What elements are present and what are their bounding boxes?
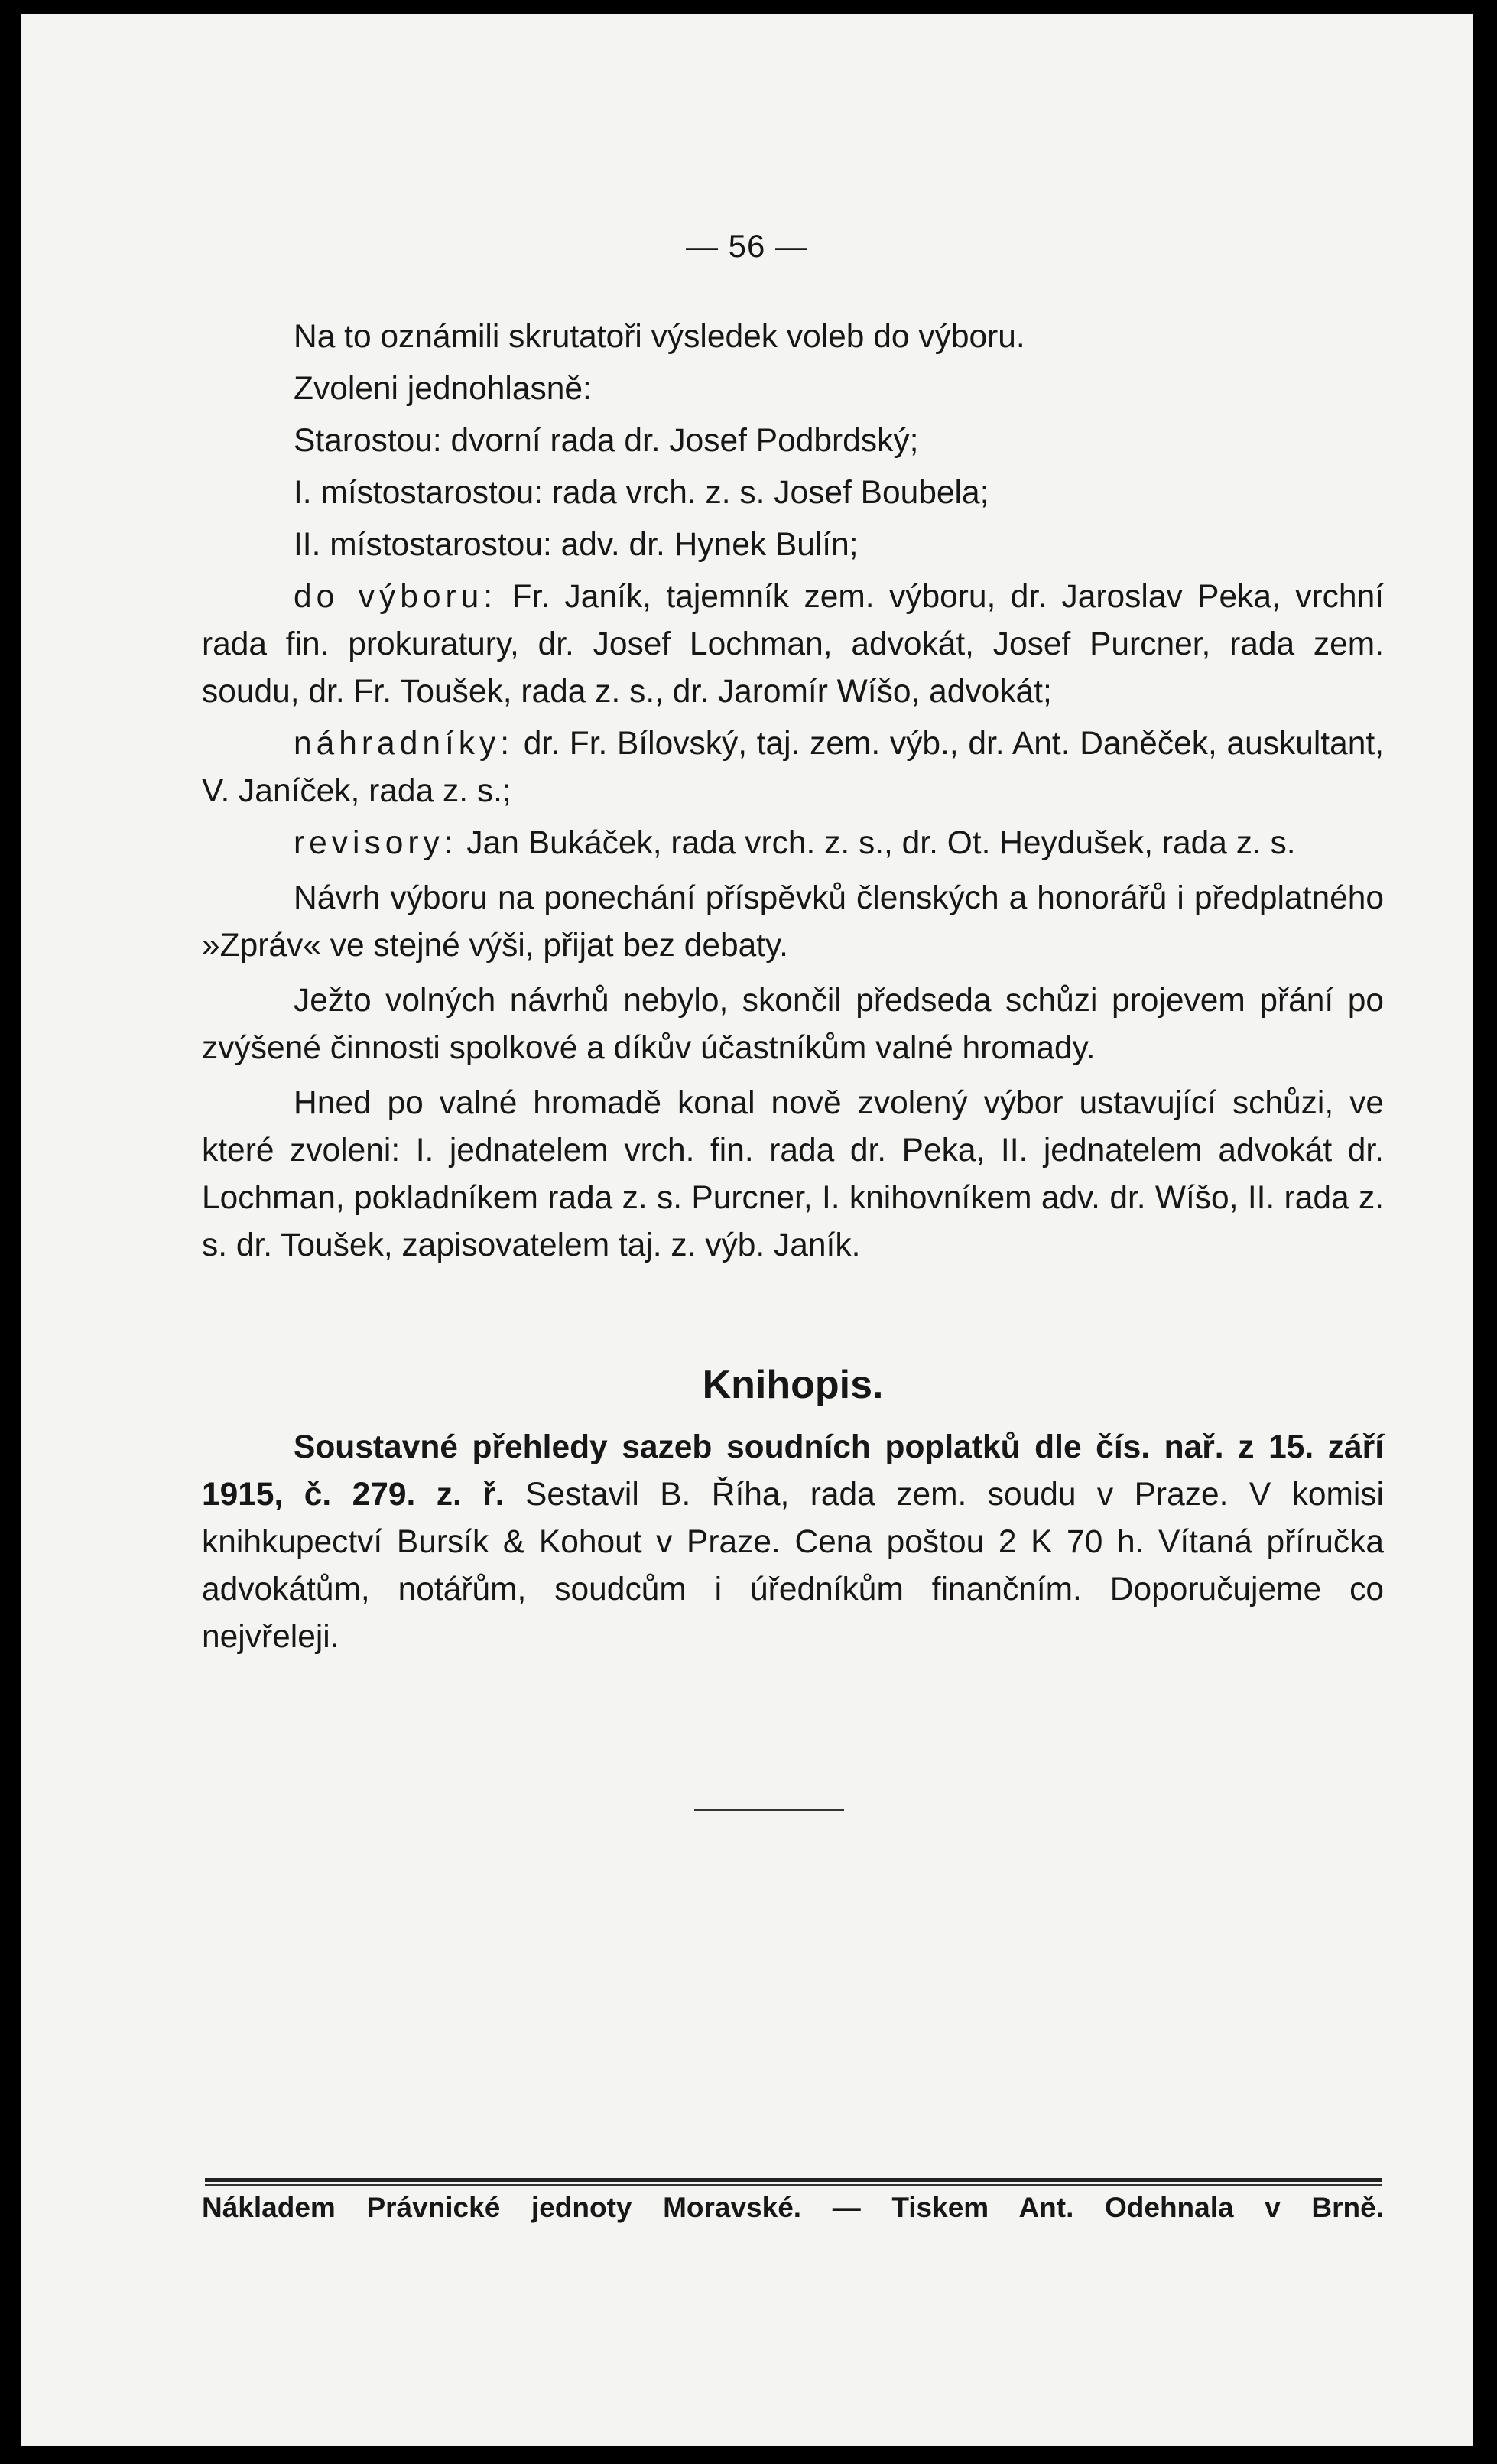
vybor-label: do výboru: [294,579,498,615]
paragraph-vybor [202,574,1384,716]
paragraph-mistostarosta-1: I. místostarostou: rada vrch. z. s. Josef Boubela; [294,475,989,511]
revisori-label: revisory: [294,825,458,861]
paragraph-starosta: Starostou: dvorní rada dr. Josef Podbrdský; [294,423,919,459]
book-review [202,1424,1384,1661]
book-review-text: Sestavil B. Říha, rada zem. soudu v Praze. V komisi knihkupectví Bursík & Kohout v Praze. Cena poštou 2 K 70 h. Vítaná příručka advokátům, notářům, soudcům i úředníkům finančním. Doporučujeme co nejvřeleji. [202,1477,1385,1655]
section-heading: Knihopis. [702,1363,884,1407]
paragraph-mistostarosta-2: II. místostarostou: adv. dr. Hynek Bulín; [294,527,859,563]
page-number: — 56 — [685,228,809,264]
paragraph-nahradnici [202,720,1384,815]
nahradnici-label: náhradníky: [294,726,515,762]
footer-rule-thin [205,2184,1382,2186]
revisori-text: Jan Bukáček, rada vrch. z. s., dr. Ot. Heydušek, rada z. s. [466,825,1296,861]
nahradnici-text: dr. Fr. Bílovský, taj. zem. výb., dr. Ant. Daněček, auskultant, V. Janíček, rada z. s.; [202,726,1384,809]
book-review-title: Soustavné přehledy sazeb soudních poplatků dle čís. nař. z 15. září 1915, č. 279. z. ř. [202,1429,1384,1513]
vybor-text: Fr. Janík, tajemník zem. výboru, dr. Jaroslav Peka, vrchní rada fin. prokuratury, dr. Josef Lochman, advokát, Josef Purcner, rada zem. soudu, dr. Fr. Toušek, rada z. s., dr. Jaromír Wíšo, advokát; [202,579,1385,710]
paragraph-jezto: Ježto volných návrhů nebylo, skončil předseda schůzi projevem přání po zvýšené činnosti spolkové a díkův účastníkům valné hromady. [202,983,1384,1066]
paragraph-intro: Na to oznámili skrutatoři výsledek voleb do výboru. [294,319,1025,355]
document-body [202,314,1384,1669]
paragraph-navrh: Návrh výboru na ponechání příspěvků členských a honorářů i předplatného »Zpráv« ve stejné výši, přijat bez debaty. [202,880,1384,964]
section-divider [694,1809,844,1811]
paragraph-hned: Hned po valné hromadě konal nově zvolený výbor ustavující schůzi, ve které zvoleni: I. jednatelem vrch. fin. rada dr. Peka, II. jednatelem advokát dr. Lochman, pokladníkem rada z. s. Purcner, I. knihovníkem adv. dr. Wíšo, II. rada z. s. dr. Toušek, zapisovatelem taj. z. výb. Janík. [202,1085,1384,1263]
paragraph-revisori [202,820,1384,867]
imprint-footer: Nákladem Právnické jednoty Moravské. — Tiskem Ant. Odehnala v Brně. [202,2192,1384,2223]
paragraph-zvoleni: Zvoleni jednohlasně: [294,371,592,407]
document-page [21,14,1473,2446]
footer-rule-thick [205,2178,1382,2182]
